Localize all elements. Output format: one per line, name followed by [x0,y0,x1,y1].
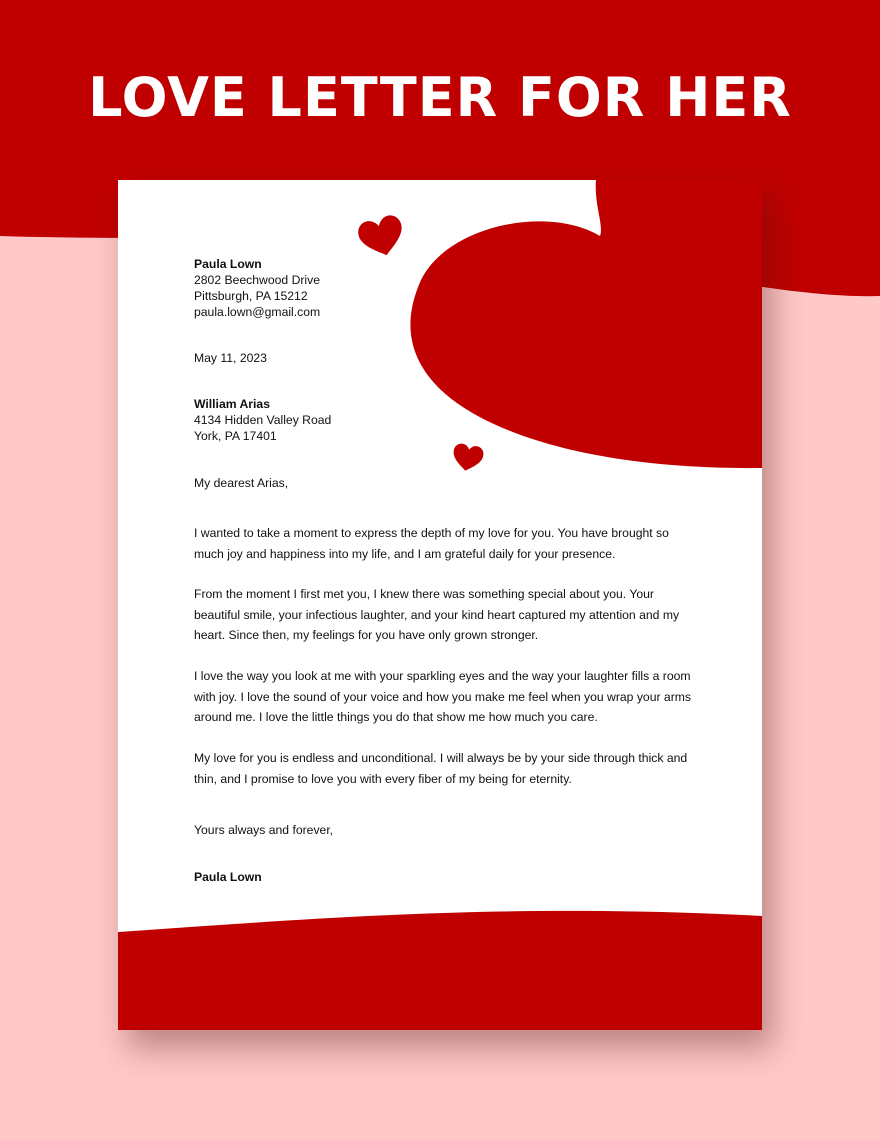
letter-paragraph: From the moment I first met you, I knew there was something special about you. Your beautiful smile, your infectious laughter, and your kind heart captured my attention and my heart. Since then, my feelings for you have only grown stronger. [194,587,680,642]
footer-wave [118,911,762,1030]
small-heart-icon [356,213,408,261]
small-heart-icon [451,442,485,473]
letter-paragraph: I wanted to take a moment to express the depth of my love for you. You have brought so much joy and happiness into my life, and I am grateful daily for your presence. [194,526,669,561]
recipient-name: William Arias [194,397,270,411]
large-heart-icon [410,180,762,468]
sender-city: Pittsburgh, PA 15212 [194,289,308,303]
letter-paragraph: I love the way you look at me with your sparkling eyes and the way your laughter fills a room with joy. I love the sound of your voice and how you make me feel when you wrap your arms around me. I love the little things you do that show me how much you care. [194,669,692,724]
sender-name: Paula Lown [194,257,262,271]
letter-page [118,180,762,1030]
page-title: LOVE LETTER FOR HER [88,66,792,129]
sender-email: paula.lown@gmail.com [194,305,321,319]
salutation: My dearest Arias, [194,476,289,490]
sender-address: 2802 Beechwood Drive [194,273,321,287]
recipient-address: 4134 Hidden Valley Road [194,413,332,427]
closing: Yours always and forever, [194,823,334,837]
signature: Paula Lown [194,870,262,884]
recipient-city: York, PA 17401 [194,429,277,443]
letter-paragraph: My love for you is endless and unconditional. I will always be by your side through thick and thin, and I promise to love you with every fiber of my being for eternity. [194,751,688,786]
letter-date: May 11, 2023 [194,351,267,365]
